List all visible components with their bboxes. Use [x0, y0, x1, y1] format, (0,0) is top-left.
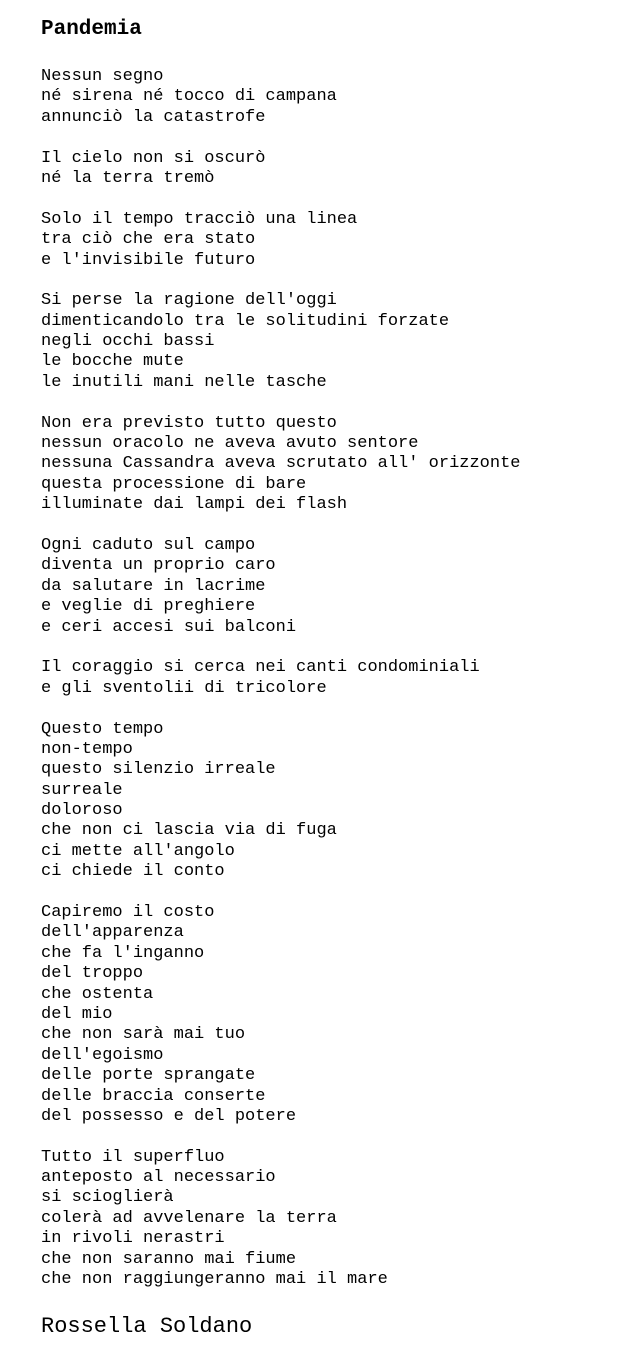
- poem-line: ci mette all'angolo: [41, 841, 235, 861]
- stanza-3: [41, 210, 520, 271]
- poem-line: Solo il tempo tracciò una linea: [41, 209, 358, 229]
- poem-line: dell'apparenza: [41, 923, 184, 943]
- stanza-1: [41, 67, 520, 128]
- poem-line: né la terra tremò: [41, 168, 215, 188]
- stanza-8: [41, 720, 520, 883]
- poem-line: negli occhi bassi: [41, 332, 215, 352]
- poem-line: delle porte sprangate: [41, 1066, 256, 1086]
- poem-line: surreale: [41, 780, 123, 800]
- stanza-7: [41, 658, 520, 699]
- stanza-10: [41, 1148, 520, 1291]
- poem-line: illuminate dai lampi dei flash: [41, 495, 348, 515]
- stanza-4: [41, 291, 520, 393]
- poem-line: ci chiede il conto: [41, 862, 225, 882]
- poem-line: non-tempo: [41, 739, 133, 759]
- poem-body: [41, 67, 520, 1311]
- stanza-5: [41, 414, 520, 516]
- poem-line: dell'egoismo: [41, 1045, 164, 1065]
- poem-line: doloroso: [41, 801, 123, 821]
- poem-line: tra ciò che era stato: [41, 230, 256, 250]
- poem-line: Nessun segno: [41, 67, 164, 86]
- poem-line: in rivoli nerastri: [41, 1229, 225, 1249]
- poem-line: dimenticandolo tra le solitudini forzate: [41, 311, 450, 331]
- poem-line: Ogni caduto sul campo: [41, 535, 256, 555]
- poem-line: da salutare in lacrime: [41, 576, 266, 596]
- poem-line: né sirena né tocco di campana: [41, 87, 337, 107]
- poem-line: Tutto il superfluo: [41, 1147, 225, 1167]
- poem-line: Non era previsto tutto questo: [41, 413, 337, 433]
- poem-line: Questo tempo: [41, 719, 164, 739]
- poem-line: questa processione di bare: [41, 474, 307, 494]
- poem-line: le bocche mute: [41, 352, 184, 372]
- stanza-2: [41, 149, 520, 190]
- poem-line: questo silenzio irreale: [41, 760, 276, 780]
- poem-line: e ceri accesi sui balconi: [41, 617, 297, 637]
- poem-line: nessun oracolo ne aveva avuto sentore: [41, 434, 419, 454]
- poem-line: Il cielo non si oscurò: [41, 148, 266, 168]
- poem-line: e gli sventolii di tricolore: [41, 678, 327, 698]
- poem-line: diventa un proprio caro: [41, 556, 276, 576]
- poem-line: che non saranno mai fiume: [41, 1249, 297, 1269]
- poem-line: che fa l'inganno: [41, 943, 205, 963]
- poem-line: Il coraggio si cerca nei canti condominiali: [41, 658, 480, 678]
- stanza-9: [41, 903, 520, 1127]
- poem-line: Si perse la ragione dell'oggi: [41, 291, 337, 311]
- poem-title: Pandemia: [41, 18, 142, 41]
- poem-line: anteposto al necessario: [41, 1168, 276, 1188]
- poem-line: e veglie di preghiere: [41, 597, 256, 617]
- poem-line: colerà ad avvelenare la terra: [41, 1208, 337, 1228]
- poem-line: nessuna Cassandra aveva scrutato all' orizzonte: [41, 454, 521, 474]
- poem-line: che non ci lascia via di fuga: [41, 821, 337, 841]
- poem-author: Rossella Soldano: [41, 1314, 253, 1339]
- poem-line: Capiremo il costo: [41, 903, 215, 923]
- poem-line: che non sarà mai tuo: [41, 1025, 246, 1045]
- poem-line: annunciò la catastrofe: [41, 107, 266, 127]
- poem-line: del troppo: [41, 964, 144, 984]
- poem-line: si scioglierà: [41, 1188, 174, 1208]
- poem-line: e l'invisibile futuro: [41, 250, 256, 270]
- poem-line: del possesso e del potere: [41, 1106, 297, 1126]
- stanza-6: [41, 536, 520, 638]
- poem-line: del mio: [41, 1004, 113, 1024]
- poem-line: che ostenta: [41, 984, 154, 1004]
- poem-line: delle braccia conserte: [41, 1086, 266, 1106]
- poem-line: le inutili mani nelle tasche: [41, 372, 327, 392]
- poem-line: che non raggiungeranno mai il mare: [41, 1270, 388, 1290]
